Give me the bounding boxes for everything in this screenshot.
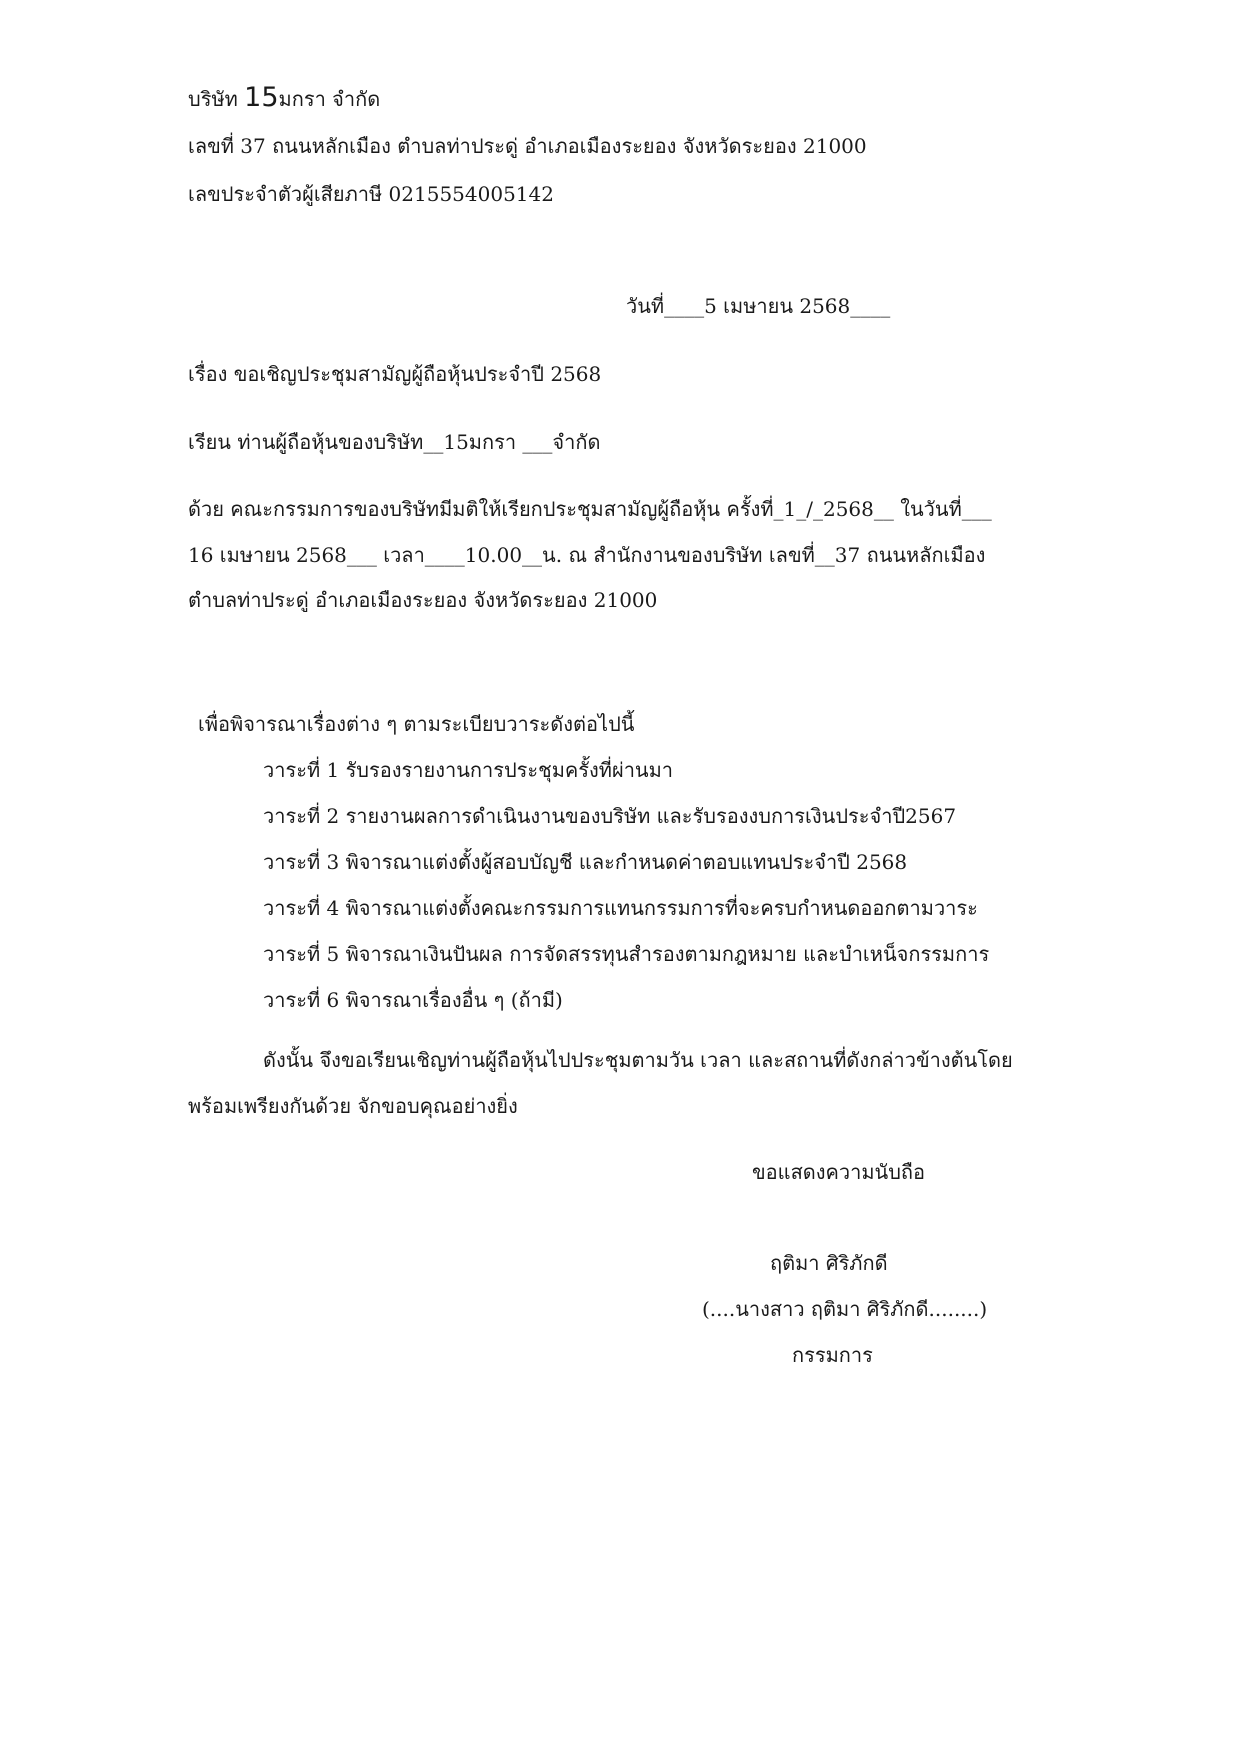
signature-printed-name: (....นางสาว ฤติมา ศิริภักดี........) [702,1297,988,1321]
company-tax-id: เลขประจำตัวผู้เสียภาษี 0215554005142 [188,182,554,206]
body-line-3: ตำบลท่าประดู่ อำเภอเมืองระยอง จังหวัดระยอง 21000 [188,588,658,612]
company-name [188,84,380,113]
agenda-item-5: วาระที่ 5 พิจารณาเงินปันผล การจัดสรรทุนสำรองตามกฎหมาย และบำเหน็จกรรมการ [263,942,990,966]
closing-line-2: พร้อมเพรียงกันด้วย จักขอบคุณอย่างยิ่ง [188,1094,518,1118]
agenda-intro: เพื่อพิจารณาเรื่องต่าง ๆ ตามระเบียบวาระดังต่อไปนี้ [198,712,635,736]
signature-title: กรรมการ [792,1343,873,1367]
body-line-2: 16 เมษายน 2568___ เวลา____10.00__น. ณ สำนักงานของบริษัท เลขที่__37 ถนนหลักเมือง [188,543,986,567]
agenda-item-4: วาระที่ 4 พิจารณาแต่งตั้งคณะกรรมการแทนกรรมการที่จะครบกำหนดออกตามวาระ [263,896,978,920]
letter-date: วันที่____5 เมษายน 2568____ [626,294,891,318]
agenda-item-3: วาระที่ 3 พิจารณาแต่งตั้งผู้สอบบัญชี และกำหนดค่าตอบแทนประจำปี 2568 [263,850,908,874]
body-line-1: ด้วย คณะกรรมการของบริษัทมีมติให้เรียกประชุมสามัญผู้ถือหุ้น ครั้งที่_1_/_2568__ ในวันที่___ [188,497,992,521]
company-address: เลขที่ 37 ถนนหลักเมือง ตำบลท่าประดู่ อำเภอเมืองระยอง จังหวัดระยอง 21000 [188,134,867,158]
company-name-number: 15 [244,82,279,113]
company-name-suffix: มกรา จำกัด [278,87,381,111]
signature-name: ฤติมา ศิริภักดี [770,1251,888,1275]
agenda-item-1: วาระที่ 1 รับรองรายงานการประชุมครั้งที่ผ่านมา [263,758,674,782]
closing-line-1: ดังนั้น จึงขอเรียนเชิญท่านผู้ถือหุ้นไปประชุมตามวัน เวลา และสถานที่ดังกล่าวข้างต้นโดย [263,1048,1013,1072]
company-name-prefix: บริษัท [188,87,245,111]
agenda-item-2: วาระที่ 2 รายงานผลการดำเนินงานของบริษัท และรับรองงบการเงินประจำปี2567 [263,804,957,828]
letter-subject: เรื่อง ขอเชิญประชุมสามัญผู้ถือหุ้นประจำปี 2568 [188,362,602,386]
agenda-item-6: วาระที่ 6 พิจารณาเรื่องอื่น ๆ (ถ้ามี) [263,988,563,1012]
letter-addressee: เรียน ท่านผู้ถือหุ้นของบริษัท__15มกรา ___จำกัด [188,430,601,454]
signoff: ขอแสดงความนับถือ [752,1160,926,1184]
